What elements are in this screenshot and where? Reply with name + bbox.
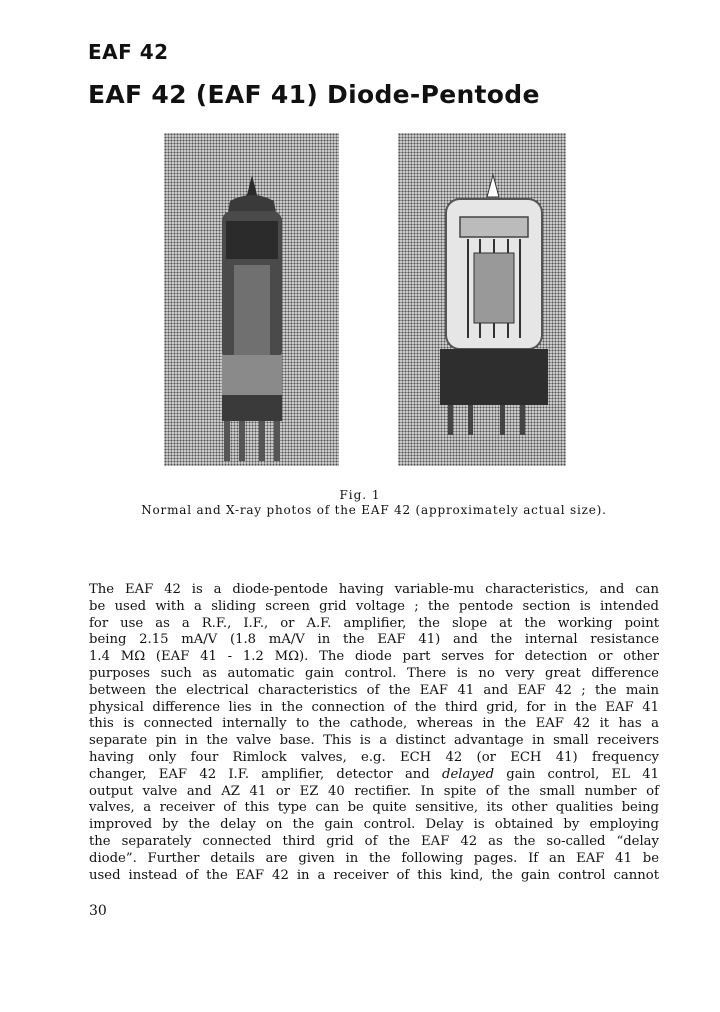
body-line: this is connected internally to the cathode, whereas in the EAF 42 it has a: [89, 716, 659, 732]
body-line: the separately connected third grid of the EAF 42 as the so-called “delay: [89, 833, 659, 849]
body-line: be used with a sliding screen grid voltage ; the pentode section is intended: [89, 598, 659, 614]
body-line: purposes such as automatic gain control. There is no very great difference: [89, 665, 659, 681]
figure-label: Fig. 1: [339, 488, 381, 502]
valve-normal-photo: [164, 133, 339, 466]
page-title: EAF 42 (EAF 41) Diode-Pentode: [88, 80, 540, 109]
body-line: output valve and AZ 41 or EZ 40 rectifier. In spite of the small number of: [89, 783, 659, 799]
body-line-part: gain control, EL 41: [506, 766, 659, 782]
body-line: being 2.15 mA/V (1.8 mA/V in the EAF 41) and the internal resistance: [89, 632, 659, 648]
valve-normal-illustration: [164, 133, 339, 466]
body-line: diode”. Further details are given in the following pages. If an EAF 41 be: [89, 850, 659, 866]
body-line-mixed: [89, 767, 659, 784]
body-line: 1.4 MΩ (EAF 41 - 1.2 MΩ). The diode part serves for detection or other: [89, 649, 659, 665]
body-line: valves, a receiver of this type can be quite sensitive, its other qualities being: [89, 800, 659, 816]
page-number: 30: [89, 903, 107, 919]
running-header: EAF 42: [88, 40, 169, 64]
body-paragraph: [89, 582, 659, 884]
body-line: The EAF 42 is a diode-pentode having variable-mu characteristics, and can: [89, 582, 659, 597]
italic-word: delayed: [442, 766, 495, 782]
body-line: improved by the delay on the gain control. Delay is obtained by employing: [89, 817, 659, 833]
valve-xray-illustration: [398, 133, 566, 466]
body-line: having only four Rimlock valves, e.g. ECH 42 (or ECH 41) frequency: [89, 749, 659, 765]
valve-xray-photo: [398, 133, 566, 466]
body-line: separate pin in the valve base. This is a distinct advantage in small receivers: [89, 733, 659, 749]
body-line-part: changer, EAF 42 I.F. amplifier, detector and: [89, 766, 430, 782]
body-line: for use as a R.F., I.F., or A.F. amplifier, the slope at the working point: [89, 615, 659, 631]
body-line: between the electrical characteristics of the EAF 41 and EAF 42 ; the main: [89, 682, 659, 698]
body-line: physical difference lies in the connection of the third grid, for in the EAF 41: [89, 699, 659, 715]
figure-caption: Normal and X-ray photos of the EAF 42 (approximately actual size).: [141, 503, 607, 517]
body-line: used instead of the EAF 42 in a receiver of this kind, the gain control cannot: [89, 867, 659, 883]
